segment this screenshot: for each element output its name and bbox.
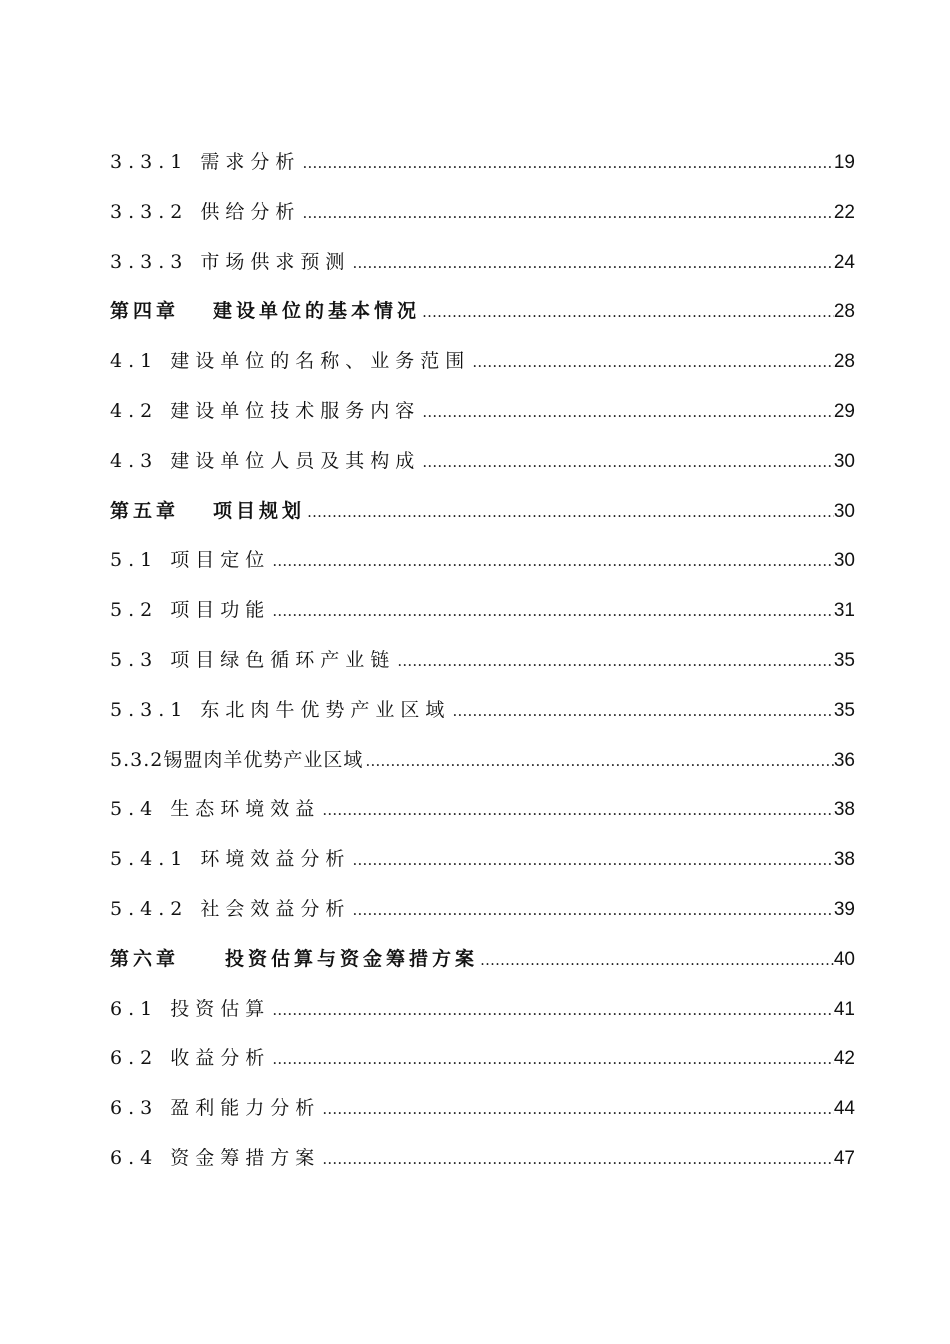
toc-page-number: 35: [833, 649, 855, 671]
toc-entry[interactable]: [110, 188, 855, 238]
toc-entry[interactable]: [110, 1134, 855, 1184]
toc-number: 5.4.1: [110, 848, 189, 871]
toc-chapter-number: 第五章: [110, 499, 180, 522]
toc-number: 5.3.2: [110, 748, 164, 771]
toc-chapter-entry[interactable]: [110, 935, 855, 985]
toc-number: 5.3.1: [110, 698, 189, 721]
toc-title: 资金筹措方案: [170, 1146, 321, 1169]
toc-chapter-entry[interactable]: [110, 287, 855, 337]
toc-leader-dots: [450, 687, 833, 737]
toc-entry[interactable]: [110, 138, 855, 188]
toc-leader-dots: [420, 288, 834, 338]
toc-leader-dots: [478, 936, 834, 986]
toc-title: 生态环境效益: [170, 798, 321, 821]
toc-page-number: 28: [833, 301, 855, 323]
toc-entry[interactable]: [110, 1084, 855, 1134]
toc-leader-dots: [363, 737, 833, 787]
toc-title: 需求分析: [200, 151, 301, 173]
toc-entry[interactable]: [110, 536, 855, 586]
toc-title: 项目功能: [170, 599, 271, 622]
toc-leader-dots: [300, 189, 833, 239]
toc-number: 6.4: [110, 1146, 159, 1169]
toc-title: 建设单位人员及其构成: [170, 449, 421, 472]
toc-leader-dots: [300, 139, 833, 189]
toc-entry[interactable]: [110, 686, 855, 736]
toc-chapter-title: 项目规划: [213, 499, 306, 522]
toc-chapter-number: 第四章: [110, 300, 180, 323]
toc-page-number: 29: [833, 400, 855, 422]
toc-entry[interactable]: [110, 337, 855, 387]
toc-leader-dots: [320, 1135, 834, 1185]
toc-title: 东北肉牛优势产业区域: [200, 698, 451, 721]
toc-page-number: 41: [833, 998, 855, 1020]
toc-title: 建设单位的名称、业务范围: [170, 350, 471, 373]
toc-page-number: 47: [833, 1147, 855, 1169]
toc-number: 5.2: [110, 599, 159, 622]
toc-page-number: 35: [833, 699, 855, 721]
toc-page-number: 38: [833, 799, 855, 821]
toc-number: 5.1: [110, 549, 159, 572]
toc-entry[interactable]: [110, 985, 855, 1035]
toc-entry[interactable]: [110, 636, 855, 686]
toc-title: 投资估算: [170, 997, 271, 1020]
toc-number: 4.1: [110, 350, 159, 373]
toc-title: 环境效益分析: [200, 848, 351, 871]
toc-number: 6.3: [110, 1097, 159, 1120]
toc-number: 4.2: [110, 399, 159, 422]
toc-entry[interactable]: [110, 387, 855, 437]
toc-number: 5.4.2: [110, 897, 189, 920]
toc-entry[interactable]: [110, 586, 855, 636]
toc-leader-dots: [420, 388, 834, 438]
toc-leader-dots: [470, 338, 834, 388]
toc-page-number: 30: [833, 500, 855, 522]
toc-entry[interactable]: [110, 835, 855, 885]
toc-number: 3.3.1: [110, 151, 189, 173]
toc-chapter-entry[interactable]: [110, 487, 855, 537]
toc-leader-dots: [395, 637, 834, 687]
toc-entry[interactable]: [110, 736, 855, 786]
toc-title: 锡盟肉羊优势产业区域: [163, 748, 364, 771]
toc-title: 市场供求预测: [200, 250, 351, 273]
toc-page-number: 36: [833, 749, 855, 771]
toc-leader-dots: [270, 537, 834, 587]
toc-title: 项目绿色循环产业链: [170, 648, 396, 671]
toc-title: 项目定位: [170, 549, 271, 572]
toc-title: 建设单位技术服务内容: [170, 399, 421, 422]
toc-entry[interactable]: [110, 238, 855, 288]
toc-number: 4.3: [110, 449, 159, 472]
toc-page-number: 30: [833, 550, 855, 572]
toc-leader-dots: [320, 1085, 834, 1135]
toc-leader-dots: [270, 1035, 834, 1085]
toc-page-number: 40: [833, 948, 855, 970]
toc-page-number: 28: [833, 351, 855, 373]
toc-entry[interactable]: [110, 1034, 855, 1084]
toc-leader-dots: [350, 836, 833, 886]
toc-page-number: 31: [833, 600, 855, 622]
toc-leader-dots: [350, 239, 833, 289]
toc-title: 盈利能力分析: [170, 1097, 321, 1120]
toc-chapter-title: 投资估算与资金筹措方案: [225, 947, 479, 970]
toc-entry[interactable]: [110, 885, 855, 935]
toc-page-number: 44: [833, 1098, 855, 1120]
toc-number: 3.3.2: [110, 200, 189, 223]
toc-leader-dots: [270, 986, 834, 1036]
toc-entry[interactable]: [110, 437, 855, 487]
toc-leader-dots: [350, 886, 833, 936]
toc-page-number: 24: [833, 251, 855, 273]
toc-number: 5.4: [110, 798, 159, 821]
toc-title: 供给分析: [200, 200, 301, 223]
toc-number: 6.1: [110, 997, 159, 1020]
toc-page-number: 38: [833, 849, 855, 871]
toc-number: 3.3.3: [110, 250, 189, 273]
toc-number: 6.2: [110, 1047, 159, 1070]
toc-chapter-number: 第六章: [110, 947, 180, 970]
toc-chapter-title: 建设单位的基本情况: [213, 300, 421, 323]
toc-leader-dots: [420, 438, 834, 488]
toc-title: 社会效益分析: [200, 897, 351, 920]
toc-page-number: 39: [833, 898, 855, 920]
table-of-contents: [110, 138, 855, 1184]
toc-leader-dots: [305, 488, 834, 538]
toc-entry[interactable]: [110, 785, 855, 835]
toc-leader-dots: [320, 786, 834, 836]
toc-title: 收益分析: [170, 1047, 271, 1070]
toc-page-number: 22: [833, 201, 855, 223]
toc-page-number: 30: [833, 450, 855, 472]
toc-number: 5.3: [110, 648, 159, 671]
toc-page-number: 19: [833, 152, 855, 173]
toc-leader-dots: [270, 587, 834, 637]
toc-page-number: 42: [833, 1048, 855, 1070]
